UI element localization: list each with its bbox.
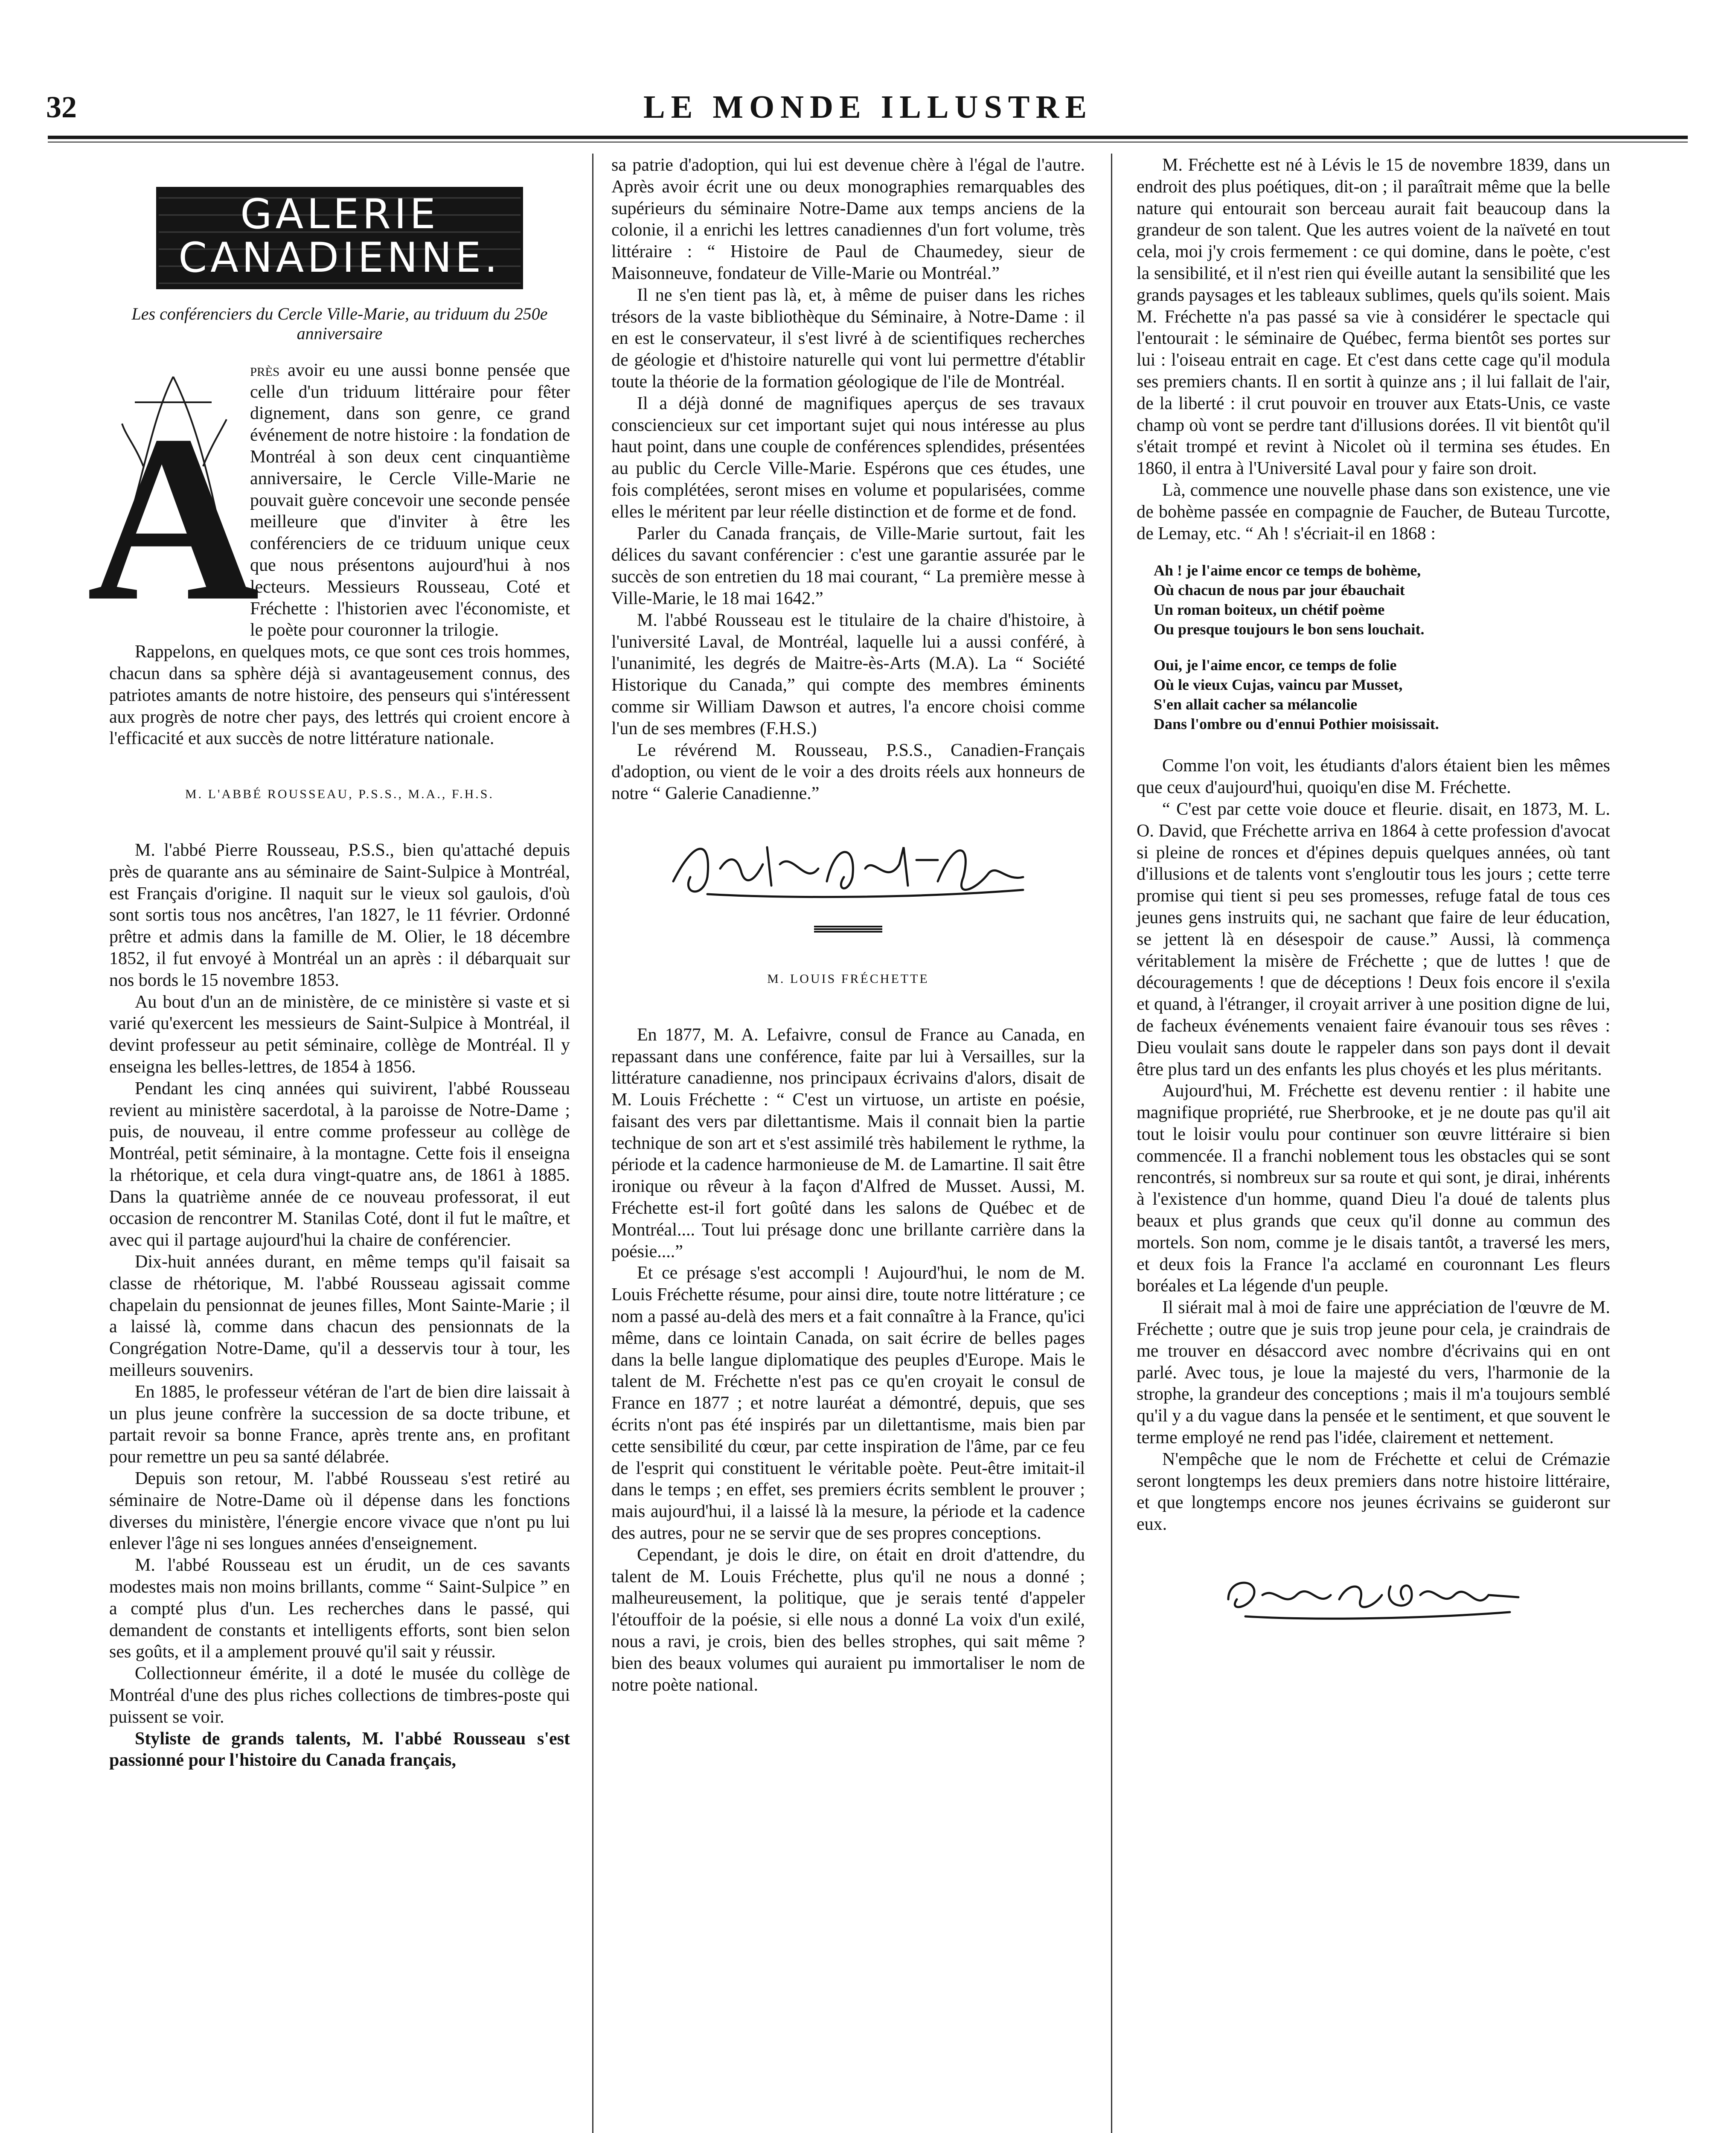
dropcap-letter-icon: [87, 360, 260, 651]
verse-line: Dans l'ombre ou d'ennui Pothier moisissait.: [1154, 715, 1439, 733]
intro-paragraph-2: Rappelons, en quelques mots, ce que sont ces trois hommes, chacun dans sa sphère déjà si avantageusement connus, des patriotes amants de notre histoire, des penseurs qui s'intéressent aux progrès de notre cher pays, des lettrés qui croient encore à l'efficacité et aux succès de notre littérature nationale.: [109, 642, 570, 749]
verse-line: Où chacun de nous par jour ébauchait: [1154, 581, 1405, 599]
section-divider-icon: [810, 924, 887, 934]
rousseau-heading: M. L'ABBÉ ROUSSEAU, P.S.S., M.A., F.H.S.: [185, 787, 494, 802]
column-rule-right: [1111, 154, 1112, 2133]
rousseau-col2-paragraph-6: Le révérend M. Rousseau, P.S.S., Canadien-Français d'adoption, ou vient de le voir a des droits réels aux honneurs de notre “ Galerie Canadienne.”: [611, 740, 1085, 804]
rousseau-paragraph-8: Collectionneur émérite, il a doté le musée du collège de Montréal d'une des plus riches collections de timbres-poste qui puissent se voir.: [109, 1664, 570, 1727]
rousseau-col2-paragraph-4: Parler du Canada français, de Ville-Marie surtout, fait les délices du savant conférencier : c'est une garantie assurée par le succès de son entretien du 18 mai courant, “ La première messe à Ville-Marie, le 18 mai 1642.”: [611, 523, 1085, 608]
banner-line-1: GALERIE: [240, 190, 439, 238]
frechette-col3-paragraph-4: “ C'est par cette voie douce et fleurie. disait, en 1873, M. L. O. David, que Fréchette arriva en 1864 à cette profession d'avocat si pleine de ronces et d'épines depuis quelques années, où tant d'illusions et de talents vont s'engloutir tous les jours ; cette terre promise qui tient si peu ses promesses, refuge fatal de tous ces jeunes gens instruits qui, ne sachant que faire de leur éducation, se jettent là en désespoir de cause.” Aussi, là commença véritablement la misère de Fréchette ; que de luttes ! que de découragements ! que de déceptions ! Deux fois encore il s'exila et quand, à l'étranger, il croyait arriver à une position digne de lui, de facheux événements venaient faire évanouir tous ses rêves : Dieu voulait sans doute le rappeler dans son pays dont il devait être plus tard un des enfants les plus choyés et les plus méritants.: [1137, 799, 1610, 1079]
header-rule: [48, 136, 1688, 139]
column-3: [1137, 154, 1610, 1646]
banner-line-2: CANADIENNE.: [178, 234, 501, 282]
verse-line: Oui, je l'aime encor, ce temps de folie: [1154, 657, 1397, 674]
frechette-col3-paragraph-2: Là, commence une nouvelle phase dans son existence, une vie de bohème passée en compagnie de Faucher, de Buteau Turcotte, de Lemay, etc. “ Ah ! s'écriait-il en 1868 :: [1137, 480, 1610, 543]
verse-stanza-1: [1154, 561, 1610, 639]
rousseau-paragraph-2: Au bout d'un an de ministère, de ce ministère si vaste et si varié qu'exercent les messieurs de Saint-Sulpice à Montréal, il devint professeur au petit séminaire, collège de Montréal. Il y enseigna les belles-lettres, de 1854 à 1856.: [109, 992, 570, 1077]
banner-caption: Les conférenciers du Cercle Ville-Marie, au triduum du 250e anniversaire: [131, 304, 548, 343]
frechette-paragraph-2: Et ce présage s'est accompli ! Aujourd'hui, le nom de M. Louis Fréchette résume, pour ainsi dire, toute notre littérature ; ce nom a passé au-delà des mers et a fait connaître à la France, qu'ici même, dans ce lointain Canada, on sait écrire de belles pages dans la belle langue diplomatique des peuples d'Europe. Mais le talent de M. Fréchette n'est pas ce qu'en croyait le consul de France en 1877 ; et notre lauréat a démontré, depuis, que ses écrits n'ont pas été inspirés par un dilettantisme, mais bien par cette sensibilité du cœur, par cette inspiration de l'âme, par ce feu de l'esprit qui constituent le véritable poète. Peut-être imitait-il dans le temps ; en effet, ses premiers écrits semblent le prouver ; mais aujourd'hui, il a laissé là la mesure, la période et la cadence des autres, pour ne se servir que de ses propres conceptions.: [611, 1263, 1085, 1543]
column-1: [87, 154, 570, 1771]
rousseau-col2-paragraph-5: M. l'abbé Rousseau est le titulaire de la chaire d'histoire, à l'université Laval, de Montréal, laquelle lui a aussi conféré, à l'unanimité, les degrés de Maitre-ès-Arts (M.A). La “ Société Historique du Canada,” qui compte des membres éminents comme sir William Dawson et autres, l'a encore choisi comme l'un de ses membres (F.H.S.): [611, 610, 1085, 738]
intro-first-word: près: [250, 360, 280, 380]
verse-line: S'en allait cacher sa mélancolie: [1154, 696, 1358, 713]
verse-line: Ou presque toujours le bon sens louchait.: [1154, 621, 1425, 638]
verse-line: Ah ! je l'aime encor ce temps de bohème,: [1154, 562, 1421, 579]
rousseau-paragraph-5: En 1885, le professeur vétéran de l'art de bien dire laissait à un plus jeune confrère la succession de sa docte tribune, et partait revoir sa bonne France, après trente ans, en profitant pour remettre un peu sa santé délabrée.: [109, 1382, 570, 1467]
rousseau-col2-paragraph-3: Il a déjà donné de magnifiques aperçus de ses travaux consciencieux sur cet important sujet qui nous intéresse au plus haut point, dans une couple de conférences splendides, présentées au public du Cercle Ville-Marie. Espérons que ces études, une fois complétées, seront mises en volume et popularisées, comme elles le méritent par leur réelle distinction et de forme et de fond.: [611, 393, 1085, 522]
rousseau-paragraph-6: Depuis son retour, M. l'abbé Rousseau s'est retiré au séminaire de Notre-Dame où il dépense dans les fonctions diverses du ministère, l'énergie encore vivace que n'ont pu lui enlever l'âge ni ses longues années d'enseignement.: [109, 1469, 570, 1554]
verse-line: Où le vieux Cujas, vaincu par Musset,: [1154, 676, 1403, 694]
rousseau-paragraph-7: M. l'abbé Rousseau est un érudit, un de ces savants modestes mais non moins brillants, comme “ Saint-Sulpice ” en a compté plus d'un. Les recherches dans le passé, qui demandent de constants et intelligents efforts, sont bien selon ses goûts, et il a amplement prouvé qu'il sait y réussir.: [109, 1555, 570, 1662]
intro-paragraph-1-text: avoir eu une aussi bonne pensée que celle d'un triduum littéraire pour fêter dignement, dans son genre, ce grand événement de notre histoire : la fondation de Montréal à son deux cent cinquantième anniversaire, le Cercle Ville-Marie ne pouvait guère concevoir une seconde pensée meilleure que d'inviter à être les conférenciers de ce triduum unique ceux que nous présentons aujourd'hui à nos lecteurs. Messieurs Rousseau, Coté et Fréchette : l'historien avec l'économiste, et le poète pour couronner la trilogie.: [250, 360, 570, 640]
verse-block: [1137, 561, 1610, 734]
column-2: [611, 154, 1085, 1696]
rousseau-col2-paragraph-1: sa patrie d'adoption, qui lui est devenue chère à l'égal de l'autre. Après avoir écrit une ou deux monographies remarquables des supérieurs du séminaire Notre-Dame aux temps anciens de la colonie, il a enrichi les lettres canadiennes d'un fort volume, très littéraire : “ Histoire de Paul de Chaumedey, sieur de Maisonneuve, fondateur de Ville-Marie ou Montréal.”: [611, 155, 1085, 283]
rousseau-col2-paragraph-2: Il ne s'en tient pas là, et, à même de puiser dans les riches trésors de la vaste bibliothèque du Séminaire, à Notre-Dame : il en est le conservateur, il s'est livré à de scientifiques recherches de géologie et d'histoire naturelle qui vont lui permettre d'établir toute la théorie de la formation géologique de l'ile de Montréal.: [611, 285, 1085, 392]
frechette-col3-paragraph-3: Comme l'on voit, les étudiants d'alors étaient bien les mêmes que ceux d'aujourd'hui, quoiqu'en dise M. Fréchette.: [1137, 756, 1610, 798]
frechette-col3-paragraph-5: Aujourd'hui, M. Fréchette est devenu rentier : il habite une magnifique propriété, rue Sherbrooke, et je ne doute pas qu'il ait tout le loisir voulu pour continuer son œuvre littéraire si bien commencée. Il a franchi noblement tous les obstacles qui se sont rencontrés, si nombreux sur sa route et qui sont, je dirai, inhérents à l'existence d'un homme, quand Dieu l'a doué de talents plus beaux et plus grands que ceux qu'il donne au commun des mortels. Son nom, comme je le disais tantôt, a traversé les mers, et deux fois la France l'a acclamé en couronnant Les fleurs boréales et La légende d'un peuple.: [1137, 1081, 1610, 1296]
page-number: 32: [46, 90, 77, 124]
signature-jules-saint-elme-icon: [656, 830, 1040, 907]
rousseau-paragraph-3: Pendant les cinq années qui suivirent, l'abbé Rousseau revient au ministère sacerdotal, à la paroisse de Notre-Dame ; puis, de nouveau, il entre comme professeur au collège de Montréal, petit séminaire, à la montagne. Cette fois il enseigna la rhétorique, et cela dura vingt-quatre ans, de 1861 à 1885. Dans la quatrième année de ce nouveau professorat, il eut occasion de rencontrer M. Stanilas Coté, dont il fut le maître, et avec qui il partage aujourd'hui la chaire de conférencier.: [109, 1078, 570, 1250]
verse-line: Un roman boiteux, un chétif poème: [1154, 601, 1385, 619]
column-rule-left: [592, 154, 593, 2133]
rousseau-paragraph-4: Dix-huit années durant, en même temps qu'il faisait sa classe de rhétorique, M. l'abbé Rousseau agissait comme chapelain du pensionnat de jeunes filles, Mont Sainte-Marie ; il a laissé là, comme dans chacun des pensionnats de la Congrégation Notre-Dame, qu'il a desservis tour à tour, les meilleurs souvenirs.: [109, 1252, 570, 1380]
running-title: LE MONDE ILLUSTRE: [643, 89, 1093, 125]
frechette-paragraph-1: En 1877, M. A. Lefaivre, consul de France au Canada, en repassant dans une conférence, faite par lui à Versailles, sur la littérature canadienne, nos principaux écrivains d'alors, disait de M. Louis Fréchette : “ C'est un virtuose, un artiste en poésie, faisant des vers par dilettantisme. Mais il connait bien la partie technique de son art et s'est assimilé très habilement le rythme, la période et la cadence harmonieuse de M. de Lamartine. Il sait être ironique ou rêveur à la façon d'Alfred de Musset. Aussi, M. Fréchette est-il fort goûté dans les salons de Québec et de Montréal.... Tout lui présage donc une brillante carrière dans la poésie....”: [611, 1025, 1085, 1261]
frechette-heading: M. LOUIS FRÉCHETTE: [767, 971, 929, 986]
rousseau-paragraph-9: Styliste de grands talents, M. l'abbé Rousseau s'est passionné pour l'histoire du Canada français,: [109, 1729, 570, 1770]
dropcap-text: A: [87, 386, 260, 651]
frechette-col3-paragraph-7: N'empêche que le nom de Fréchette et celui de Crémazie seront longtemps les deux premiers dans notre histoire littéraire, et que longtemps encore nos jeunes écrivains se guideront sur eux.: [1137, 1449, 1610, 1534]
frechette-paragraph-3: Cependant, je dois le dire, on était en droit d'attendre, du talent de M. Louis Fréchette, plus qu'il ne nous a donné ; malheureusement, la politique, que je serais tenté d'appeler l'étouffoir de la poésie, si elle nous a donné La voix d'un exilé, nous a ravi, je crois, bien des belles strophes, qui sait même ? bien des beaux volumes qui auraient pu immortaliser le nom de notre poète national.: [611, 1545, 1085, 1695]
signature-ernest-gagnon-icon: [1211, 1561, 1535, 1629]
galerie-canadienne-banner: [156, 187, 523, 289]
verse-stanza-2: [1154, 655, 1610, 734]
banner-wrap: [109, 187, 570, 295]
rousseau-paragraph-1: M. l'abbé Pierre Rousseau, P.S.S., bien qu'attaché depuis près de quarante ans au séminaire de Saint-Sulpice à Montréal, est Français d'origine. Il naquit sur le vieux sol gaulois, d'où sont sortis tous nos ancêtres, l'an 1827, le 11 février. Ordonné prêtre et admis dans la famille de M. Olier, le 18 décembre 1852, il fut envoyé à Montréal un an après : il débarquait sur nos bords le 15 novembre 1853.: [109, 840, 570, 990]
frechette-col3-paragraph-6: Il siérait mal à moi de faire une appréciation de l'œuvre de M. Fréchette ; outre que je suis trop jeune pour cela, je craindrais de me trouver en désaccord avec nombre d'écrivains qui en ont parlé. Avec tous, je loue la majesté du vers, l'harmonie de la strophe, la grandeur des conceptions ; mais il m'a toujours semblé qu'il y a du vague dans la pensée et le sentiment, et que souvent le terme employé ne rend pas l'idée, clairement et nettement.: [1137, 1298, 1610, 1448]
frechette-col3-paragraph-1: M. Fréchette est né à Lévis le 15 de novembre 1839, dans un endroit des plus poétiques, dit-on ; il paraîtrait même que la belle nature qui entourait son berceau aurait fait beaucoup dans la grandeur de son talent. Que les autres voient de la naïveté en tout cela, moi j'y crois fermement : ce qui domine, dans le poète, c'est la sensibilité, et il n'est rien qui éveille autant la sensibilité que les grands paysages et les tableaux sublimes, quels qu'ils soient. Mais M. Fréchette n'a pas passé sa vie à considérer le spectacle qui l'entourait : le séminaire de Québec, ferma bientôt ses portes sur lui : l'oiseau entrait en cage. Et c'est dans cette cage qu'il modula ses premiers chants. Il en sortit à quinze ans ; il lui fallait de l'air, de la liberté : il crut pouvoir en trouver aux Etats-Unis, ce vaste champ où vont se perdre tant d'illusions dorées. Il vit bientôt qu'il s'était trompé et revint à Nicolet où il termina ses études. En 1860, il entra à l'Université Laval pour y faire son droit.: [1137, 155, 1610, 479]
intro-block: [87, 360, 570, 651]
